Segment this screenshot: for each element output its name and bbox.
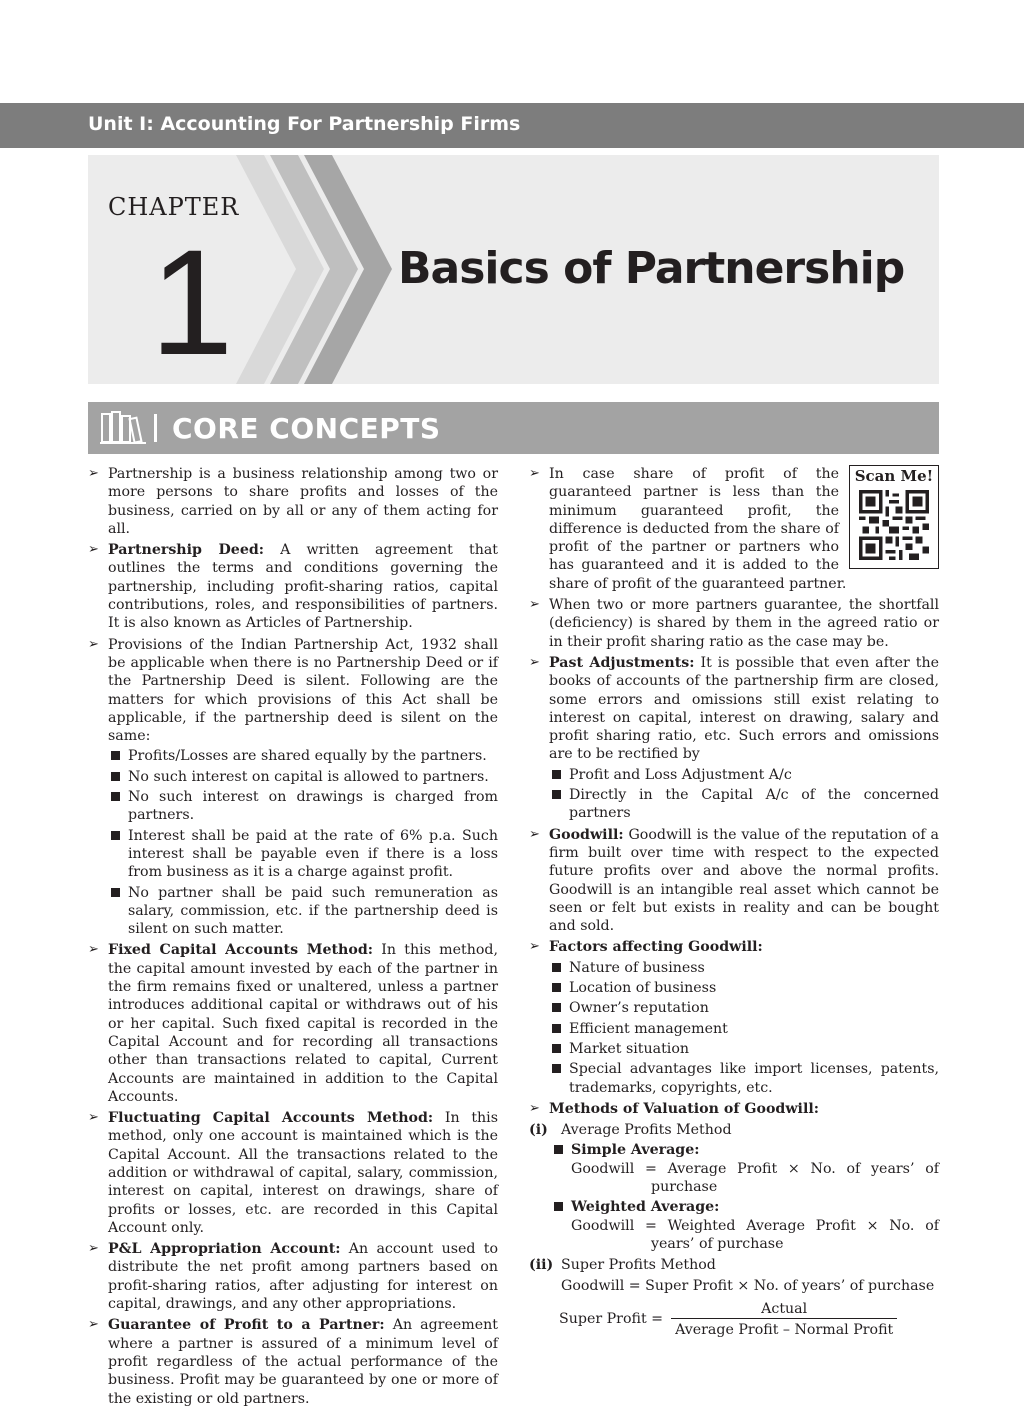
list-item: ➢ P&L Appropriation Account: An account used to distribute the net profit among partners based on profit-sharing ratios, after adjusting for interest on capital, drawings, and any other appropriations. [88, 1240, 498, 1313]
section-title: CORE CONCEPTS [172, 412, 441, 445]
list-item: ➢ Fluctuating Capital Accounts Method: In this method, only one account is maintained which is the Capital Account. All the transactions related to the addition or withdrawal of capital, salary, commission, interest on capital, interest on drawings, share of profits or losses, etc. are recorded in this Capital Account only. [88, 1109, 498, 1237]
formula-simple-average: Goodwill = Average Profit × No. of years’ of purchase [571, 1160, 939, 1195]
chapter-title: Basics of Partnership [398, 243, 905, 294]
method-number: (i) [529, 1122, 548, 1139]
chapter-label: CHAPTER [108, 193, 240, 221]
fraction-denominator: Average Profit – Normal Profit [671, 1318, 897, 1339]
list-item: ➢ Partnership is a business relationship among two or more persons to share profits and losses of the business, carried on by all or any of them acting for all. [88, 465, 498, 538]
method-number: (ii) [529, 1257, 554, 1274]
sub-list-item: Directly in the Capital A/c of the concerned partners [549, 786, 939, 823]
chapter-number: 1 [150, 218, 234, 384]
list-item: ➢ When two or more partners guarantee, the shortfall (deficiency) is shared by them in the agreed ratio or in their profit sharing ratio as the case may be. [529, 596, 939, 651]
unit-title: Unit I: Accounting For Partnership Firms [88, 113, 521, 135]
method-label: Average Profits Method [561, 1122, 732, 1139]
formula-super-profit [529, 1300, 939, 1340]
formula-lhs: Super Profit = [559, 1311, 664, 1328]
chevron-decoration-icon [236, 155, 396, 384]
sub-list-item: Profit and Loss Adjustment A/c [549, 766, 939, 784]
title-separator [154, 414, 157, 442]
core-concepts-bar [88, 402, 939, 454]
fraction [671, 1300, 897, 1340]
chapter-banner [88, 155, 939, 384]
list-item: ➢ Fixed Capital Accounts Method: In this method, the capital amount invested by each of the partner in the firm remains fixed or unaltered, unless a partner introduces additional capital or withdraws out of his or her capital. Such fixed capital is recorded in the Capital Account and for recording all transactions other than transactions related to capital, Current Accounts are maintained in addition to the Capital Accounts. [88, 941, 498, 1106]
list-item: ➢ Partnership Deed: A written agreement that outlines the terms and conditions governing the partnership, including profit-sharing ratios, capital contributions, roles, and responsibilities of partners. It is also known as Articles of Partnership. [88, 541, 498, 632]
sub-list-item: Owner’s reputation [549, 999, 939, 1017]
list-item: ➢ Past Adjustments: It is possible that even after the books of accounts of the partnership firm are closed, some errors and omissions still exist relating to interest on capital, interest on drawing, salary and profit sharing ratio, etc. Such errors and omissions are to be rectified by Profit and Loss Adjustment A/c Directly in the Capital A/c of the concerned partners [529, 654, 939, 823]
left-column [88, 465, 498, 1411]
list-item: ➢ Provisions of the Indian Partnership Act, 1932 shall be applicable when there is no Partnership Deed or if the Partnership Deed is silent. Following are the matters for which provisions of this Act shall be applicable, if the partnership deed is silent on the same: Profits/Losses are shared equally by the partners. No such interest on capital is allowed to partners. No such interest on drawings is charged from partners. Interest shall be paid at the rate of 6% p.a. Such interest shall be payable even if there is a loss from business as it is a charge against profit. No partner shall be paid such remuneration as salary, commission, etc. if the partnership deed is silent on such matter. [88, 636, 498, 939]
fraction-numerator: Actual [761, 1300, 808, 1317]
list-item: ➢ Factors affecting Goodwill: Nature of business Location of business Owner’s reputation Efficient management Market situation Special advantages like import licenses, patents, trademarks, copyrights, etc. [529, 938, 939, 1096]
sub-list-item: Efficient management [549, 1020, 939, 1038]
sub-list-item: Location of business [549, 979, 939, 997]
formula-super-profit-goodwill: Goodwill = Super Profit × No. of years’ of purchase [561, 1278, 935, 1295]
method-label: Super Profits Method [561, 1257, 716, 1274]
sub-list-item: No such interest on drawings is charged from partners. [108, 788, 498, 825]
sub-list-item: Special advantages like import licenses, patents, trademarks, copyrights, etc. [549, 1060, 939, 1097]
method-average-profits [529, 1121, 939, 1139]
scan-me-label: Scan Me! [854, 467, 934, 485]
sub-list-item: Profits/Losses are shared equally by the partners. [108, 747, 498, 765]
list-item: ➢ Methods of Valuation of Goodwill: [529, 1100, 939, 1118]
list-item: ➢ Goodwill: Goodwill is the value of the reputation of a firm built over time with respect to the expected future profits over and above the normal profits. Goodwill is an intangible real asset which cannot be seen or felt but exists in reality and can be bought and sold. [529, 826, 939, 936]
sub-list-item: Interest shall be paid at the rate of 6% p.a. Such interest shall be payable even if there is a loss from business as it is a charge against profit. [108, 827, 498, 882]
sub-list-item: Weighted Average: Goodwill = Weighted Average Profit × No. of years’ of purchase [551, 1198, 939, 1253]
formula-weighted-average: Goodwill = Weighted Average Profit × No. of years’ of purchase [571, 1217, 939, 1252]
sub-list-item: No partner shall be paid such remuneration as salary, commission, etc. if the partnership deed is silent on such matter. [108, 884, 498, 939]
method-super-profits [529, 1256, 939, 1274]
unit-header-bar [0, 103, 1024, 148]
sub-list-item: Nature of business [549, 959, 939, 977]
list-item: ➢ In case share of profit of the guaranteed partner is less than the minimum guaranteed profit, the difference is deducted from the share of profit of the partner or partners who has guaranteed and it is added to the share of profit of the guaranteed partner. [529, 465, 939, 593]
sub-list-item: Market situation [549, 1040, 939, 1058]
right-column [529, 465, 939, 1339]
books-icon [100, 410, 148, 446]
sub-list-item: Simple Average: Goodwill = Average Profit × No. of years’ of purchase [551, 1141, 939, 1196]
sub-list-item: No such interest on capital is allowed to partners. [108, 768, 498, 786]
list-item: ➢ Guarantee of Profit to a Partner: An agreement where a partner is assured of a minimum level of profit regardless of the actual performance of the business. Profit may be guaranteed by one or more of the existing or old partners. [88, 1316, 498, 1407]
